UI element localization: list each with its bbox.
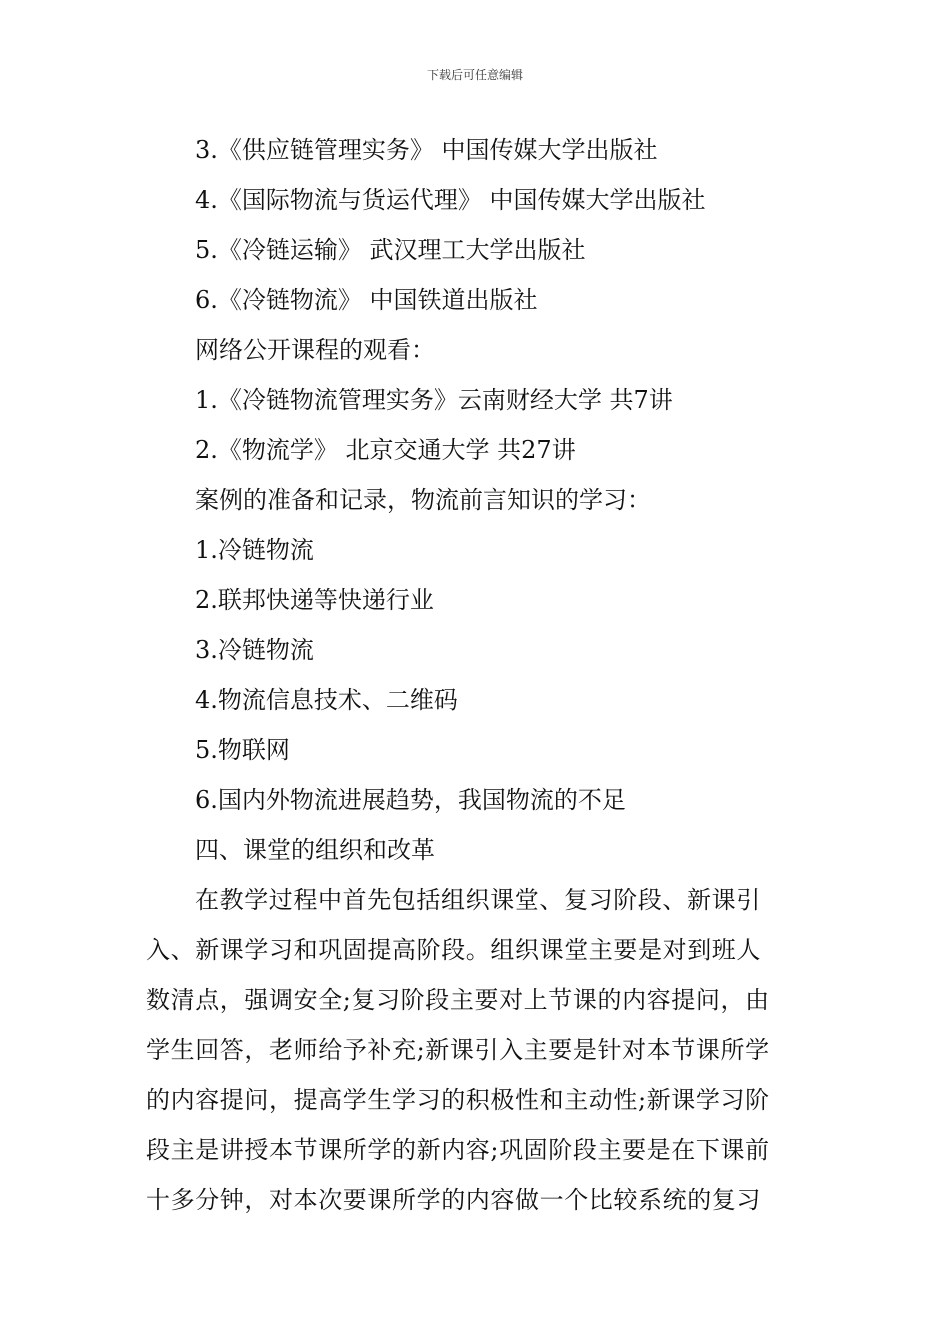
list-item: 6.国内外物流进展趋势，我国物流的不足 bbox=[195, 786, 626, 814]
paragraph-line: 的内容提问，提高学生学习的积极性和主动性;新课学习阶 bbox=[146, 1086, 770, 1114]
section-heading: 网络公开课程的观看： bbox=[195, 336, 435, 364]
paragraph-line: 学生回答，老师给予补充;新课引入主要是针对本节课所学 bbox=[146, 1036, 770, 1064]
paragraph-line: 入、新课学习和巩固提高阶段。组织课堂主要是对到班人 bbox=[146, 936, 761, 964]
list-item: 1.《冷链物流管理实务》云南财经大学 共7讲 bbox=[195, 386, 673, 414]
list-item: 1.冷链物流 bbox=[195, 536, 314, 564]
paragraph-line: 数清点，强调安全;复习阶段主要对上节课的内容提问，由 bbox=[146, 986, 770, 1014]
list-item: 2.联邦快递等快递行业 bbox=[195, 586, 434, 614]
page-header: 下载后可任意编辑 bbox=[426, 68, 523, 82]
list-item: 4.物流信息技术、二维码 bbox=[195, 686, 458, 714]
list-item: 2.《物流学》 北京交通大学 共27讲 bbox=[195, 436, 576, 464]
section-heading: 案例的准备和记录，物流前言知识的学习： bbox=[195, 486, 651, 514]
list-item: 5.物联网 bbox=[195, 736, 290, 764]
document-body bbox=[0, 131, 950, 1231]
paragraph-line: 在教学过程中首先包括组织课堂、复习阶段、新课引 bbox=[195, 886, 761, 914]
list-item: 4.《国际物流与货运代理》 中国传媒大学出版社 bbox=[195, 186, 706, 214]
paragraph-line: 段主是讲授本节课所学的新内容;巩固阶段主要是在下课前 bbox=[146, 1136, 770, 1164]
list-item: 3.冷链物流 bbox=[195, 636, 314, 664]
list-item: 3.《供应链管理实务》 中国传媒大学出版社 bbox=[195, 136, 658, 164]
list-item: 5.《冷链运输》 武汉理工大学出版社 bbox=[195, 236, 586, 264]
paragraph-line: 十多分钟，对本次要课所学的内容做一个比较系统的复习 bbox=[146, 1186, 761, 1214]
section-heading: 四、课堂的组织和改革 bbox=[195, 836, 435, 864]
list-item: 6.《冷链物流》 中国铁道出版社 bbox=[195, 286, 538, 314]
